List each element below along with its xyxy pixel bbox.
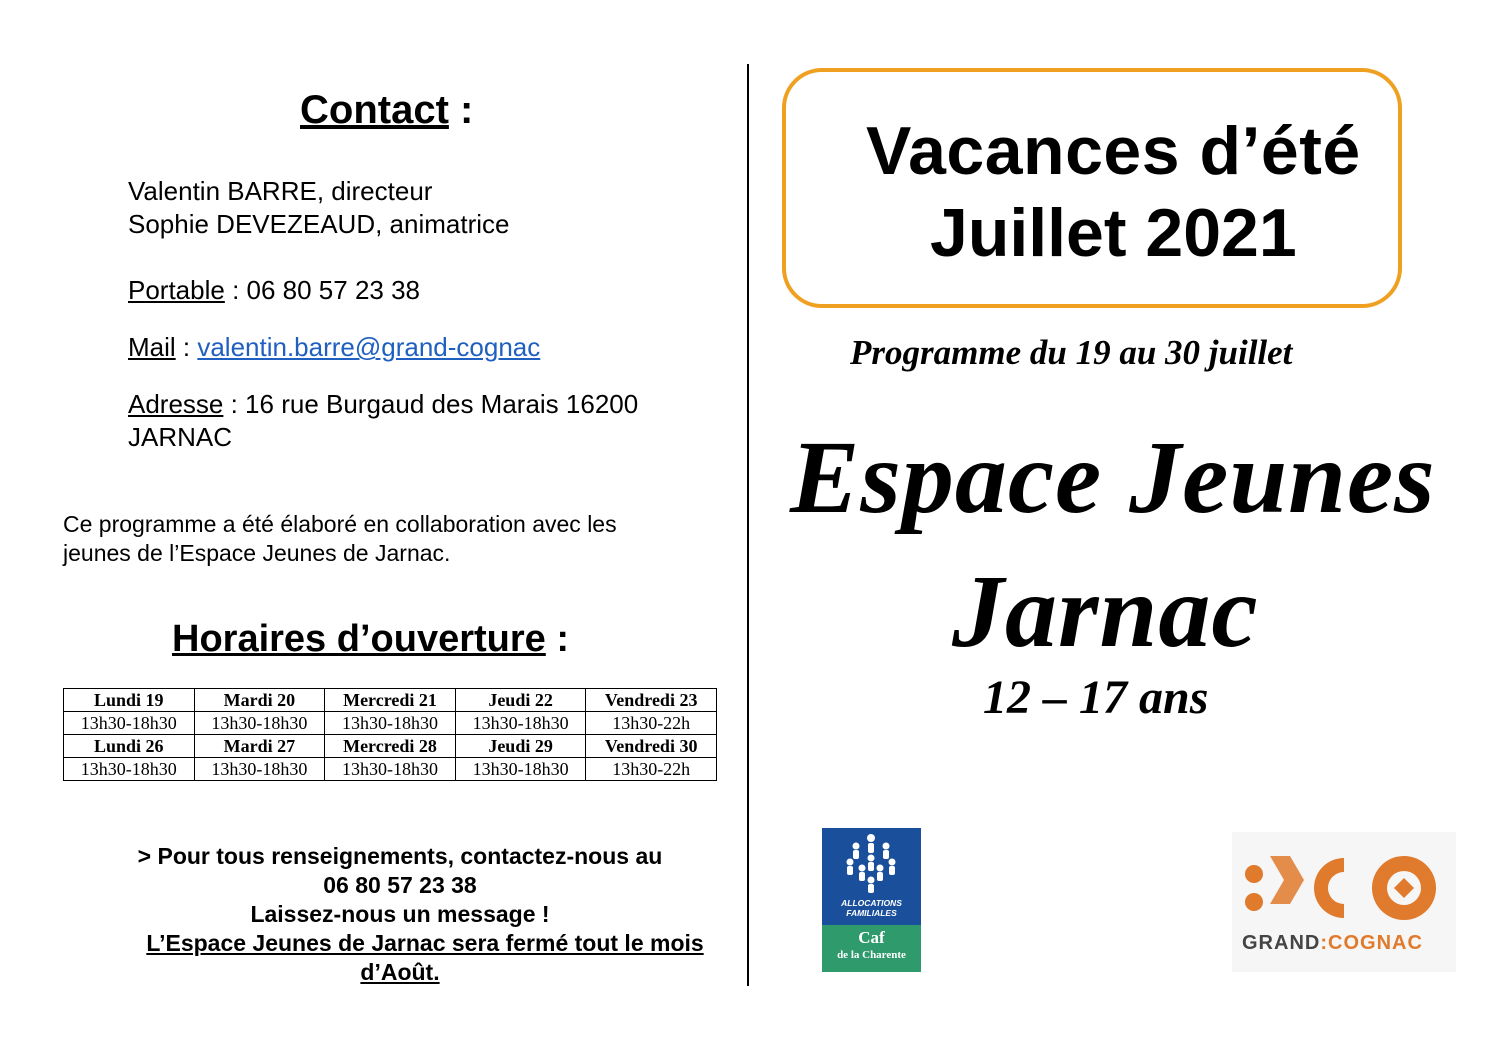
- contact-address-city: JARNAC: [128, 422, 233, 452]
- grand-cognac-mark-icon: [1232, 832, 1456, 932]
- day-cell: Mardi 27: [194, 735, 325, 758]
- day-cell: Vendredi 23: [586, 689, 717, 712]
- hours-heading: Horaires d’ouverture :: [172, 618, 570, 660]
- day-cell: Vendredi 30: [586, 735, 717, 758]
- closure-notice-end: d’Août.: [360, 959, 440, 985]
- caf-logo: [822, 828, 921, 972]
- footer-line: > Pour tous renseignements, contactez-nous au: [137, 843, 663, 869]
- espace-name-line-2: Jarnac: [952, 554, 1259, 669]
- day-cell: Lundi 19: [64, 689, 195, 712]
- table-row: [64, 712, 717, 735]
- table-row: [64, 735, 717, 758]
- caf-subtitle: de la Charente: [837, 949, 906, 961]
- email-link[interactable]: valentin.barre@grand-cognac: [197, 332, 541, 362]
- table-row: [64, 758, 717, 781]
- time-cell: 13h30-18h30: [325, 712, 456, 735]
- time-cell: 13h30-18h30: [455, 758, 586, 781]
- time-cell: 13h30-18h30: [194, 712, 325, 735]
- day-cell: Mercredi 21: [325, 689, 456, 712]
- caf-logo-top: ALLOCATIONS FAMILIALES: [822, 828, 921, 925]
- time-cell: 13h30-18h30: [194, 758, 325, 781]
- collaboration-note: Ce programme a été élaboré en collaboration avec les jeunes de l’Espace Jeunes de Jarnac.: [63, 511, 617, 566]
- footer-phone: 06 80 57 23 38: [323, 872, 477, 898]
- age-range: 12 – 17 ans: [983, 671, 1209, 724]
- time-cell: 13h30-18h30: [455, 712, 586, 735]
- time-cell: 13h30-22h: [586, 758, 717, 781]
- time-cell: 13h30-18h30: [64, 758, 195, 781]
- contact-mail: Mail : valentin.barre@grand-cognac: [128, 332, 541, 362]
- column-divider: [747, 64, 749, 986]
- day-cell: Jeudi 29: [455, 735, 586, 758]
- grand-cognac-wordmark: GRAND:COGNAC: [1242, 932, 1423, 954]
- contact-person-1: Valentin BARRE, directeur: [128, 176, 433, 206]
- time-cell: 13h30-22h: [586, 712, 717, 735]
- contact-person-2: Sophie DEVEZEAUD, animatrice: [128, 209, 510, 239]
- day-cell: Mardi 20: [194, 689, 325, 712]
- time-cell: 13h30-18h30: [325, 758, 456, 781]
- contact-address: Adresse : 16 rue Burgaud des Marais 16200: [128, 389, 639, 419]
- closure-notice: L’Espace Jeunes de Jarnac sera fermé tout le mois: [146, 930, 704, 956]
- family-figures-icon: [822, 828, 921, 898]
- footer-line: Laissez-nous un message !: [250, 901, 550, 927]
- table-row: [64, 689, 717, 712]
- programme-dates: Programme du 19 au 30 juillet: [850, 333, 1293, 372]
- caf-name: Caf: [858, 928, 885, 947]
- day-cell: Mercredi 28: [325, 735, 456, 758]
- time-cell: 13h30-18h30: [64, 712, 195, 735]
- hours-table: [63, 688, 717, 781]
- day-cell: Jeudi 22: [455, 689, 586, 712]
- footer-info: [80, 842, 720, 987]
- title-line-2: Juillet 2021: [930, 195, 1297, 271]
- contact-phone: Portable : 06 80 57 23 38: [128, 275, 421, 305]
- title-line-1: Vacances d’été: [866, 113, 1361, 189]
- grand-cognac-logo: [1232, 832, 1456, 972]
- day-cell: Lundi 26: [64, 735, 195, 758]
- contact-heading: Contact :: [300, 88, 474, 132]
- espace-name-line-1: Espace Jeunes: [790, 420, 1436, 535]
